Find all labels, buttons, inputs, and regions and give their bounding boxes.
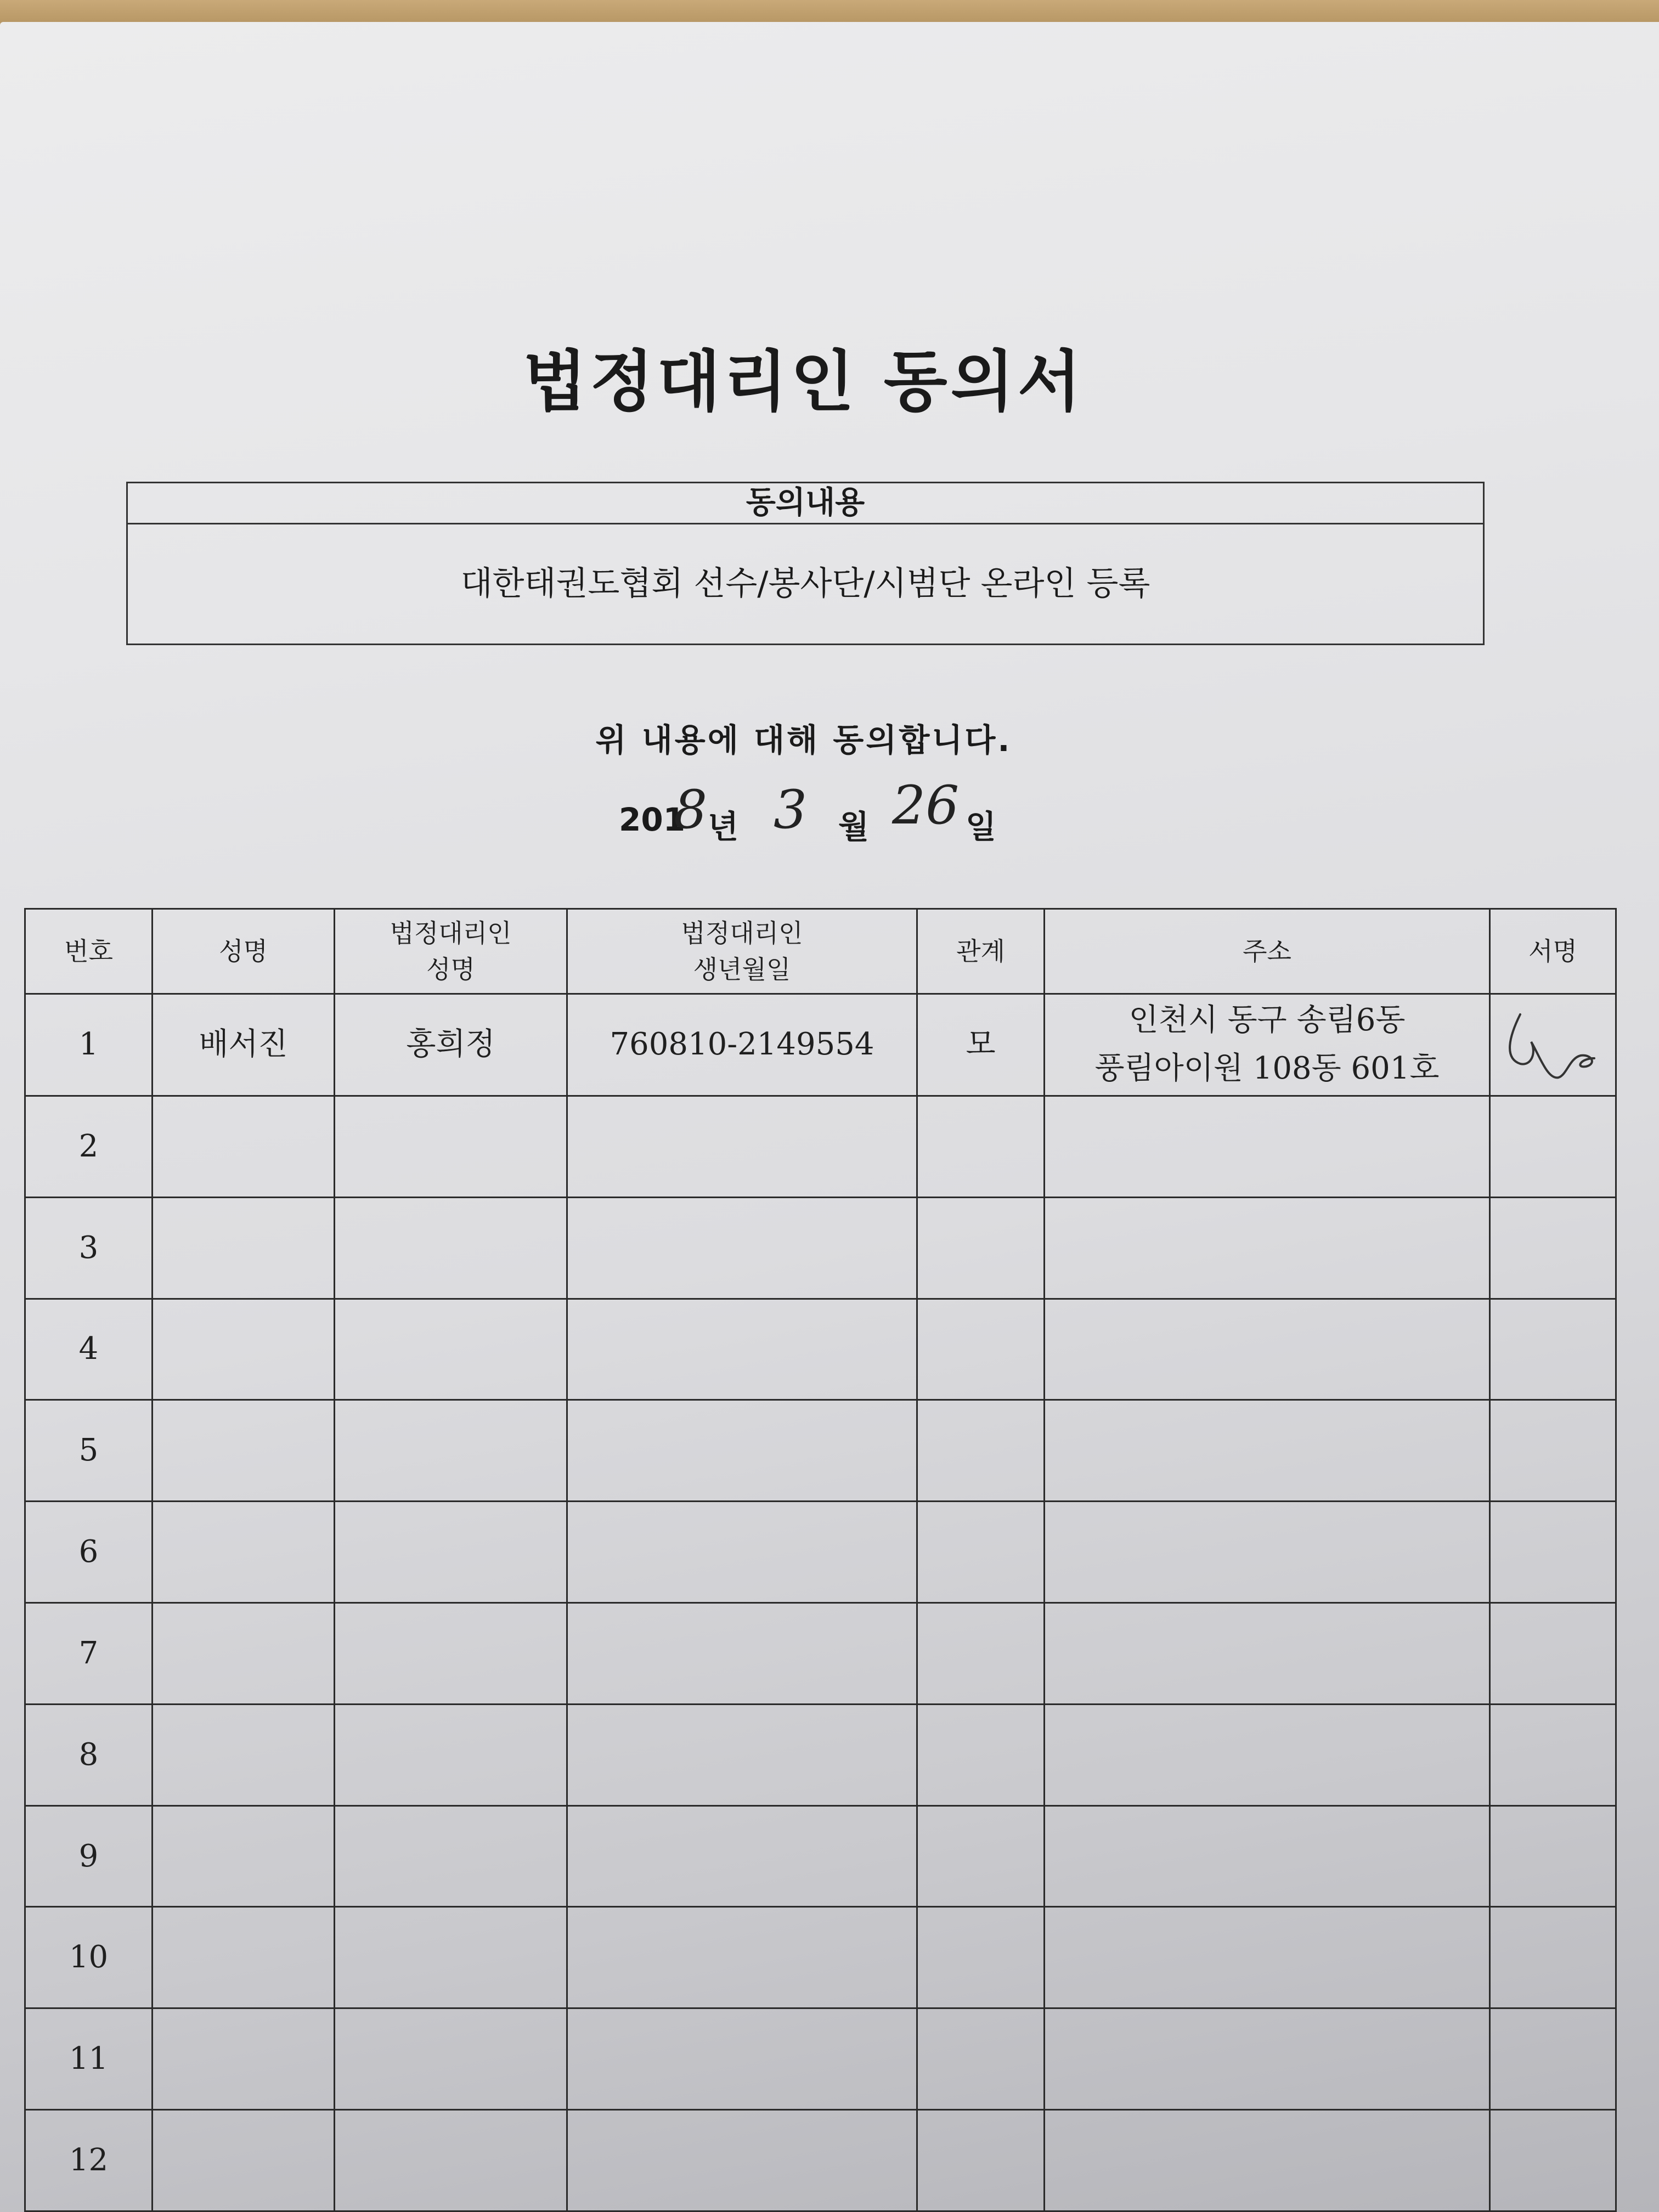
cell-name (153, 2008, 335, 2110)
table-row (25, 1805, 1616, 1907)
cell-relation (917, 1502, 1045, 1603)
cell-name (153, 1502, 335, 1603)
table-row (25, 2008, 1616, 2110)
cell-guardian-birth (567, 1602, 917, 1704)
cell-address (1045, 1907, 1490, 2008)
cell-guardian-name (335, 2008, 567, 2110)
cell-guardian-birth (567, 1400, 917, 1502)
cell-guardian-name (335, 1704, 567, 1805)
cell-relation (917, 1907, 1045, 2008)
table-row (25, 2110, 1616, 2211)
cell-number: 11 (25, 2008, 153, 2110)
cell-number: 2 (25, 1096, 153, 1197)
cell-signature (1490, 1704, 1616, 1805)
cell-address (1045, 1602, 1490, 1704)
cell-name: 배서진 (153, 994, 335, 1096)
table-row (25, 1400, 1616, 1502)
cell-relation (917, 1602, 1045, 1704)
header-number: 번호 (25, 909, 153, 994)
handwritten-signature (1498, 1003, 1608, 1086)
table-row (25, 1299, 1616, 1400)
cell-guardian-name (335, 1805, 567, 1907)
cell-signature (1490, 1602, 1616, 1704)
header-signature: 서명 (1490, 909, 1616, 994)
cell-signature (1490, 2008, 1616, 2110)
cell-guardian-name (335, 1400, 567, 1502)
date-year-handwritten: 8 (674, 779, 708, 840)
cell-guardian-birth (567, 1805, 917, 1907)
table-row (25, 1096, 1616, 1197)
consent-text: 대한태권도협회 선수/봉사단/시범단 온라인 등록 (460, 565, 1150, 603)
table-row (25, 1907, 1616, 2008)
header-name: 성명 (153, 909, 335, 994)
cell-guardian-name (335, 1602, 567, 1704)
header-guardian-birth-line1: 법정대리인 (681, 918, 803, 948)
address-line2: 풍림아이원 108동 601호 (1094, 1051, 1440, 1087)
cell-guardian-name: 홍희정 (335, 994, 567, 1096)
cell-number: 6 (25, 1502, 153, 1603)
cell-relation (917, 2110, 1045, 2211)
cell-relation: 모 (917, 994, 1045, 1096)
cell-guardian-birth (567, 1299, 917, 1400)
cell-name (153, 1805, 335, 1907)
date-month-handwritten: 3 (774, 779, 808, 840)
cell-address (1045, 1400, 1490, 1502)
cell-name (153, 1907, 335, 2008)
cell-guardian-name (335, 1502, 567, 1603)
consent-box (126, 482, 1485, 645)
cell-number: 4 (25, 1299, 153, 1400)
cell-guardian-name (335, 1907, 567, 2008)
header-relation: 관계 (917, 909, 1045, 994)
cell-signature (1490, 2110, 1616, 2211)
cell-number: 1 (25, 994, 153, 1096)
cell-name (153, 1096, 335, 1197)
cell-signature (1490, 1502, 1616, 1603)
table-row (25, 1704, 1616, 1805)
cell-guardian-birth (567, 1704, 917, 1805)
header-guardian-birth-line2: 생년월일 (693, 955, 791, 984)
table-header-row (25, 909, 1616, 994)
cell-address (1045, 1805, 1490, 1907)
agreement-statement: 위 내용에 대해 동의합니다. (595, 721, 1012, 759)
table-row (25, 1502, 1616, 1603)
cell-address (1045, 2110, 1490, 2211)
cell-address (1045, 994, 1490, 1096)
cell-address (1045, 1096, 1490, 1197)
cell-address (1045, 1299, 1490, 1400)
cell-name (153, 1197, 335, 1299)
roster-table (24, 908, 1617, 2212)
cell-number: 8 (25, 1704, 153, 1805)
cell-guardian-name (335, 1197, 567, 1299)
cell-guardian-birth (567, 1096, 917, 1197)
header-address: 주소 (1045, 909, 1490, 994)
cell-signature (1490, 1299, 1616, 1400)
cell-number: 10 (25, 1907, 153, 2008)
cell-guardian-name (335, 2110, 567, 2211)
cell-signature (1490, 1096, 1616, 1197)
cell-signature (1490, 1197, 1616, 1299)
date-month-suffix: 월 (838, 808, 870, 845)
cell-guardian-birth (567, 1197, 917, 1299)
cell-address (1045, 2008, 1490, 2110)
cell-guardian-birth: 760810-2149554 (567, 994, 917, 1096)
address-line1: 인천시 동구 송림6동 (1128, 1002, 1406, 1039)
header-guardian-birth (567, 909, 917, 994)
table-row (25, 1602, 1616, 1704)
header-guardian-name-line1: 법정대리인 (390, 918, 512, 948)
document-title: 법정대리인 동의서 (523, 344, 1085, 420)
cell-relation (917, 1704, 1045, 1805)
cell-name (153, 1602, 335, 1704)
cell-relation (917, 1197, 1045, 1299)
cell-guardian-birth (567, 1907, 917, 2008)
cell-relation (917, 2008, 1045, 2110)
cell-guardian-birth (567, 2008, 917, 2110)
cell-name (153, 2110, 335, 2211)
header-guardian-name (335, 909, 567, 994)
date-year-suffix: 년 (708, 808, 739, 845)
cell-relation (917, 1805, 1045, 1907)
cell-number: 9 (25, 1805, 153, 1907)
header-guardian-name-line2: 성명 (426, 955, 475, 984)
consent-header: 동의내용 (128, 483, 1483, 524)
cell-name (153, 1299, 335, 1400)
cell-signature (1490, 1907, 1616, 2008)
cell-name (153, 1704, 335, 1805)
cell-name (153, 1400, 335, 1502)
date-day-handwritten: 26 (892, 775, 960, 836)
cell-address (1045, 1502, 1490, 1603)
cell-number: 7 (25, 1602, 153, 1704)
cell-address (1045, 1197, 1490, 1299)
cell-relation (917, 1299, 1045, 1400)
table-row (25, 1197, 1616, 1299)
cell-signature (1490, 1805, 1616, 1907)
date-day-suffix: 일 (966, 808, 997, 845)
cell-number: 12 (25, 2110, 153, 2211)
cell-signature (1490, 1400, 1616, 1502)
cell-signature (1490, 994, 1616, 1096)
cell-address (1045, 1704, 1490, 1805)
cell-number: 5 (25, 1400, 153, 1502)
cell-guardian-birth (567, 2110, 917, 2211)
cell-guardian-name (335, 1299, 567, 1400)
table-row (25, 994, 1616, 1096)
cell-guardian-name (335, 1096, 567, 1197)
cell-number: 3 (25, 1197, 153, 1299)
cell-relation (917, 1096, 1045, 1197)
cell-guardian-birth (567, 1502, 917, 1603)
date-year-prefix: 201 (619, 801, 686, 838)
cell-relation (917, 1400, 1045, 1502)
